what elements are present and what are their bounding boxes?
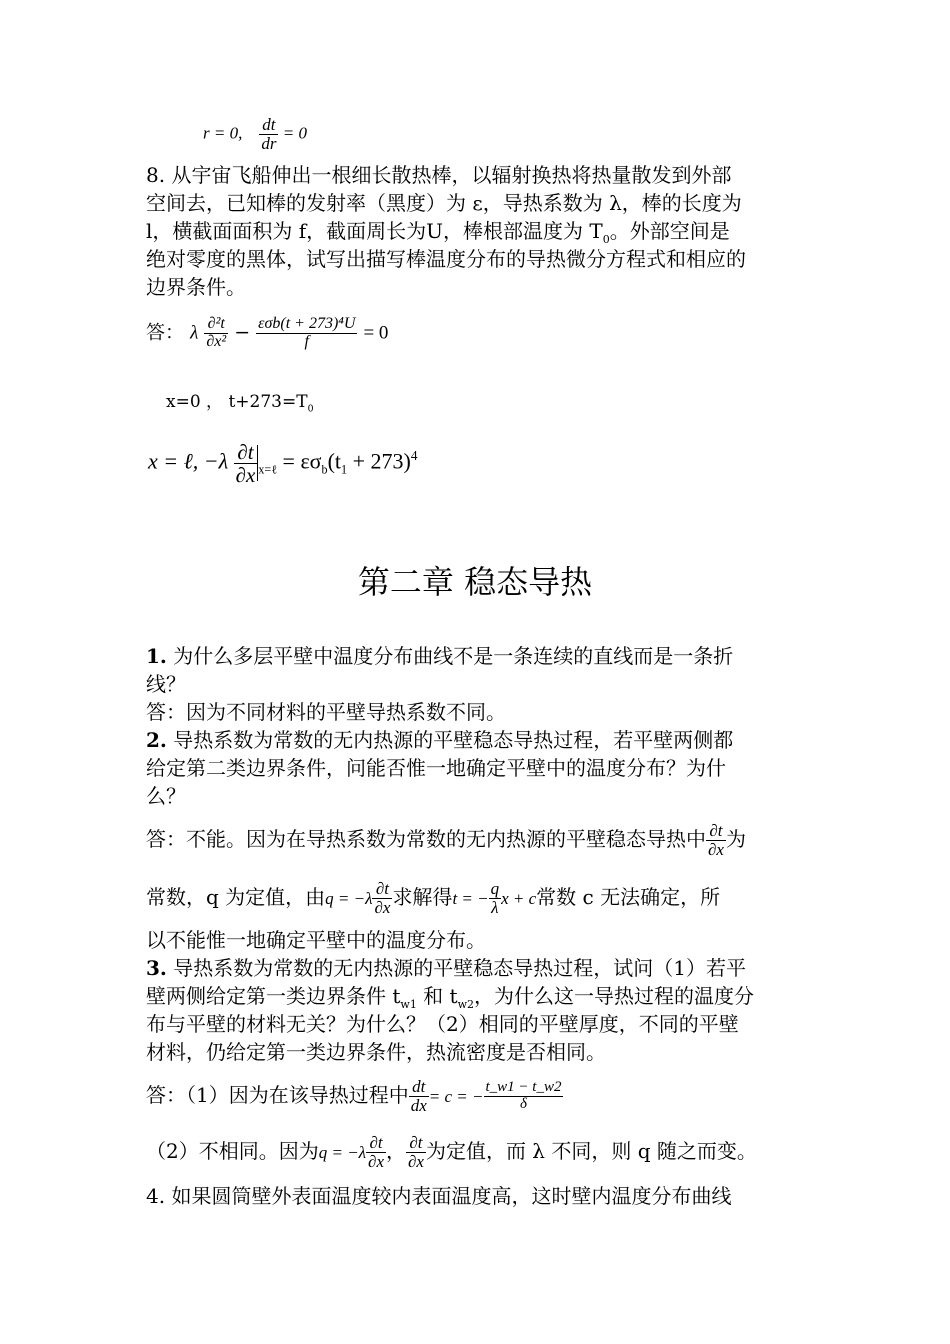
q8-line-3-sub: 0 (602, 233, 610, 246)
q8-line-3-text: l，横截面面积为 f，截面周长为U，棒根部温度为 T (146, 219, 603, 243)
eq2-lhs: x = ℓ, −λ (148, 448, 229, 474)
frac-den: δ (519, 1095, 527, 1112)
fraction-q-lambda (489, 880, 502, 917)
sub-w1: w1 (400, 998, 417, 1011)
eq-rhs: = 0 (282, 123, 307, 143)
eval-bar-sub: x=ℓ (258, 462, 278, 477)
q2-answer-line-2 (146, 880, 811, 917)
q3-line-3: 布与平壁的材料无关？为什么？（2）相同的平壁厚度，不同的平壁 (146, 1012, 739, 1036)
frac-den: ∂x² (206, 332, 227, 350)
q8-line-3-tail: 。外部空间是 (609, 219, 730, 243)
bc1-text: x=0 ， t+273=T (166, 392, 308, 412)
eq-t-rhs: x + c (501, 888, 537, 908)
q1-number: 1. (146, 644, 167, 668)
frac-den: dx (410, 1095, 427, 1115)
q8-line-1: 8. 从宇宙飞船伸出一根细长散热棒，以辐射换热将热量散发到外部 (146, 163, 732, 187)
fraction-d2t-dx2 (204, 316, 228, 351)
frac-den: ∂x (374, 897, 391, 917)
fraction-dt-dx (366, 1134, 386, 1171)
q8-boundary-2 (148, 432, 813, 494)
minus-sign: − (234, 321, 251, 344)
answer-label: 答： (146, 321, 185, 344)
chapter-title: 第二章 稳态导热 (357, 563, 593, 601)
q8-line-2: 空间去，已知棒的发射率（黑度）为 ε，导热系数为 λ，棒的长度为 (146, 191, 742, 215)
eq-mid: = c = − (428, 1086, 484, 1106)
fraction-radiation (256, 316, 357, 351)
sub-1: 1 (341, 462, 348, 477)
frac-den: ∂x (408, 1151, 424, 1171)
eq2-rhs3: + 273) (352, 448, 411, 474)
eq2-rhs1: = εσ (282, 448, 322, 474)
q2-line-2: 给定第二类边界条件，问能否惟一地确定平壁中的温度分布？为什 (146, 756, 726, 780)
q3-text-1: 导热系数为常数的无内热源的平壁稳态导热过程，试问（1）若平 (173, 956, 746, 980)
q8-answer-equation (146, 316, 811, 351)
frac-den: dr (261, 133, 277, 153)
q3-ans2-a: （2）不相同。因为 (146, 1138, 319, 1163)
frac-den: f (304, 332, 309, 350)
frac-num: q (490, 879, 500, 898)
q2-line-1 (146, 726, 811, 754)
q8-line-5: 边界条件。 (146, 275, 246, 299)
q2-ans2-b: 求解得 (392, 884, 453, 909)
frac-den: ∂x (368, 1151, 384, 1171)
sub-b: b (321, 462, 328, 477)
q3-line-1 (146, 954, 811, 982)
fraction-dt-dx (234, 441, 258, 486)
frac-num: ∂t (706, 822, 726, 841)
eq-t: t = − (452, 888, 489, 908)
q2-ans1-text: 答：不能。因为在导热系数为常数的无内热源的平壁稳态导热中 (146, 826, 706, 851)
frac-num: dt (409, 1078, 429, 1097)
q3-ans2-c: 为定值，而 λ 不同，则 q 随之而变。 (425, 1138, 757, 1163)
q8-boundary-1 (166, 388, 831, 423)
eq2-rhs2: (t (327, 448, 342, 474)
fraction-temp-diff (484, 1080, 564, 1113)
frac-num: εσb(t + 273)⁴U (258, 315, 356, 332)
q2-text-1: 导热系数为常数的无内热源的平壁稳态导热过程，若平壁两侧都 (173, 728, 734, 752)
frac-den: ∂x (708, 839, 724, 859)
frac-den: ∂x (235, 462, 256, 487)
q1-line-1 (146, 642, 811, 670)
frac-num: ∂t (372, 880, 392, 899)
q2-answer-line-1 (146, 822, 811, 859)
q2-number: 2. (146, 728, 167, 752)
q3-number: 3. (146, 956, 167, 980)
frac-den: λ (491, 897, 499, 917)
fraction-dt-dr (259, 116, 278, 153)
eq-lhs: r = 0, (203, 123, 243, 143)
q3-ans1-a: 答：（1）因为在该导热过程中 (146, 1082, 409, 1107)
eq-q: q = −λ (325, 888, 373, 908)
bc1-sub: 0 (307, 403, 314, 415)
fraction-dt-dx (372, 880, 392, 917)
q3-answer-line-2 (146, 1134, 811, 1171)
q8-line-4: 绝对零度的黑体，试写出描写棒温度分布的导热微分方程式和相应的 (146, 247, 746, 271)
q3-answer-line-1 (146, 1078, 811, 1115)
sub-w2: w2 (457, 998, 475, 1011)
eq-rhs: = 0 (363, 322, 389, 344)
frac-num: ∂t (366, 1134, 386, 1153)
q1-answer: 答：因为不同材料的平壁导热系数不同。 (146, 700, 506, 724)
q2-ans1-tail: 为 (725, 826, 746, 851)
q2-ans2-c: 常数 c 无法确定，所 (536, 884, 721, 909)
frac-num: ∂t (234, 441, 258, 464)
q3-ans2-b: ， (386, 1138, 406, 1163)
q3-line2-b: 和 t (416, 984, 458, 1008)
lambda-symbol: λ (190, 322, 199, 344)
frac-num: ∂²t (204, 316, 228, 334)
frac-num: ∂t (406, 1134, 426, 1153)
q3-line2-a: 壁两侧给定第一类边界条件 t (146, 984, 401, 1008)
sup-4: 4 (410, 448, 418, 463)
frac-num: dt (259, 116, 278, 135)
q3-line-4: 材料，仍给定第一类边界条件，热流密度是否相同。 (146, 1040, 606, 1064)
fraction-dt-dx-2 (406, 1134, 426, 1171)
equation-boundary-r0 (203, 116, 868, 153)
q2-answer-line-3: 以不能惟一地确定平壁中的温度分布。 (146, 928, 486, 952)
q1-text-1: 为什么多层平壁中温度分布曲线不是一条连续的直线而是一条折 (173, 644, 734, 668)
q3-line2-c: ，为什么这一导热过程的温度分 (474, 984, 755, 1008)
q1-line-2: 线？ (146, 672, 186, 696)
q2-ans2-a: 常数，q 为定值，由 (146, 884, 326, 909)
eq-q: q = −λ (318, 1142, 367, 1162)
q2-line-3: 么？ (146, 784, 186, 808)
fraction-dt-dx (706, 822, 726, 859)
q4-line-1: 4. 如果圆筒壁外表面温度较内表面温度高，这时壁内温度分布曲线 (146, 1184, 732, 1208)
frac-num: t_w1 − t_w2 (485, 1079, 562, 1096)
fraction-dt-dx (409, 1078, 429, 1115)
